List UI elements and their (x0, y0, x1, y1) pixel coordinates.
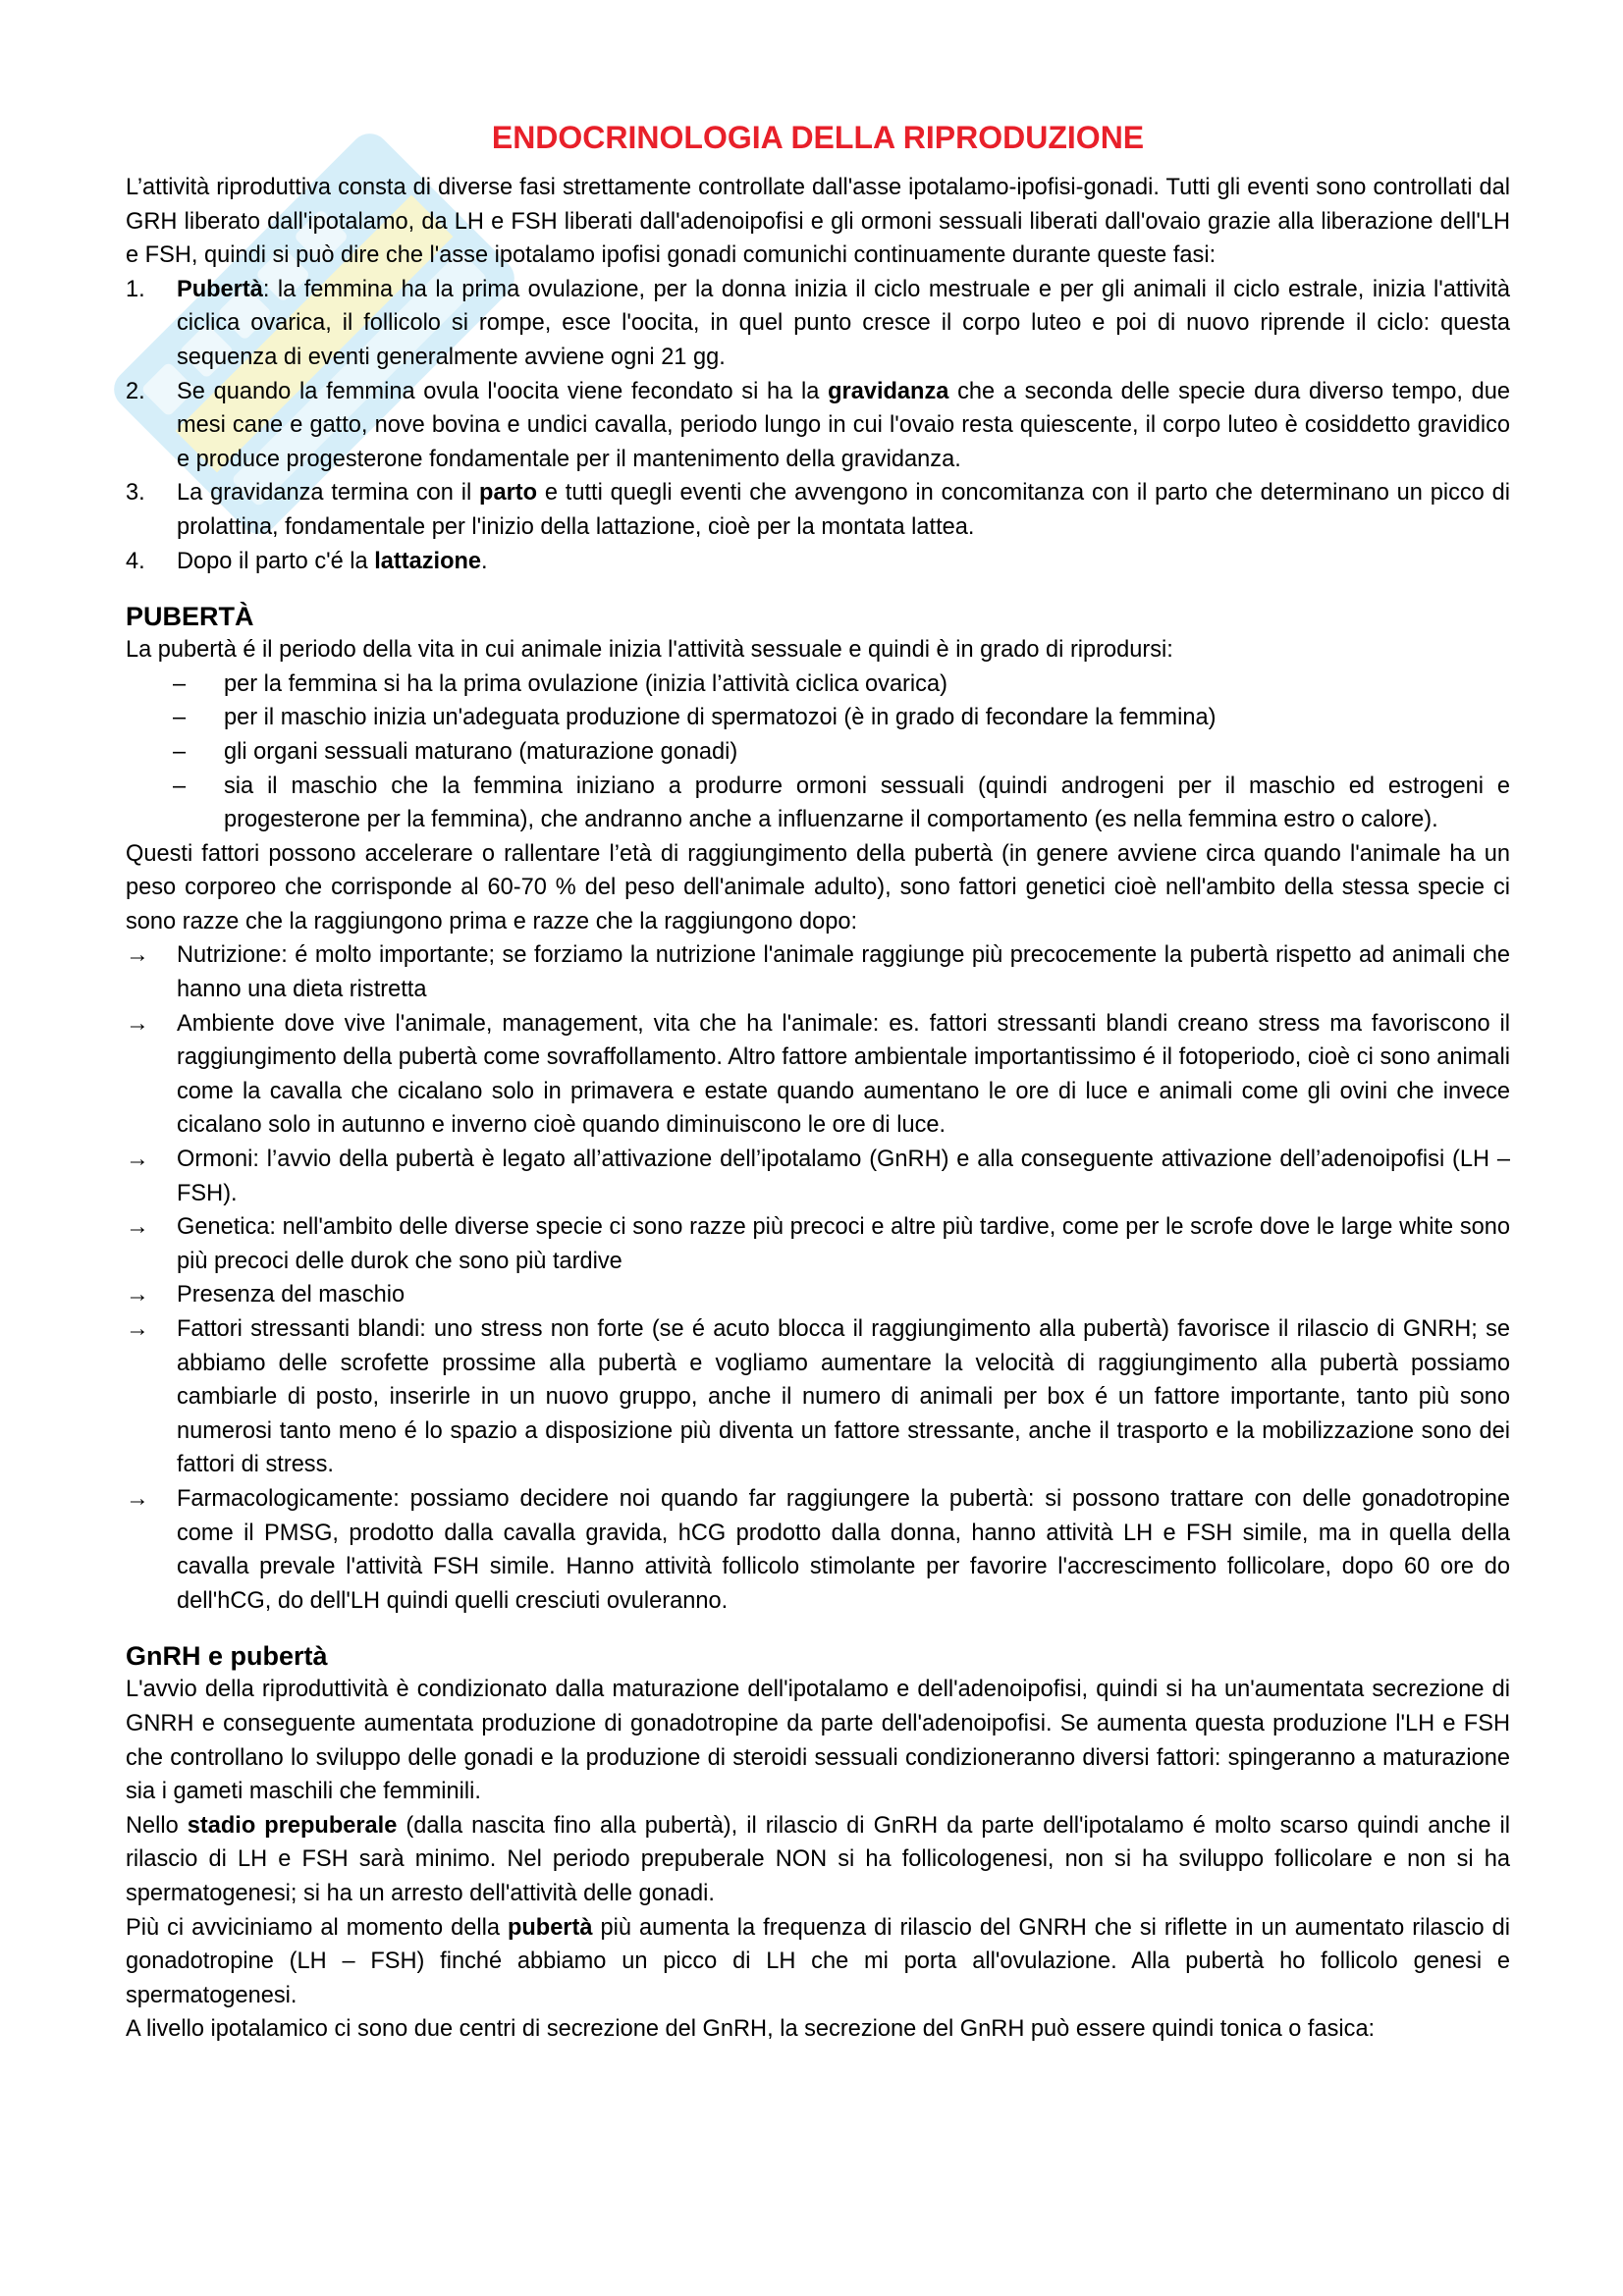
list-item: – sia il maschio che la femmina iniziano a produrre ormoni sessuali (quindi androgeni per il maschio ed estrogeni e progesterone per la femmina), che andranno anche a influenzarne il comportamento (es nella femmina estro o calore). (126, 770, 1510, 837)
dash-icon: – (173, 705, 187, 731)
factors-intro: Questi fattori possono accelerare o rallentare l’età di raggiungimento della pubertà (in genere avviene circa quando l'animale ha un peso corporeo che corrisponde al 60-70 % del peso dell'animale adulto), sono fattori genetici cioè nell'ambito della stessa specie ci sono razze che la raggiungono prima e razze che la raggiungono dopo: (126, 840, 1510, 934)
dash-icon: – (173, 670, 187, 697)
gnrh-paragraph-2: Nello stadio prepuberale (dalla nascita fino alla pubertà), il rilascio di GnRH da parte dell'ipotalamo é molto scarso quindi anche il rilascio di LH e FSH sarà minimo. Nel periodo prepuberale NON si ha follicologenesi, non si ha sviluppo follicolare e non si ha spermatogenesi; si ha un arresto dell'attività delle gonadi. (126, 1812, 1510, 1906)
item-number: 3. (126, 480, 145, 507)
list-item: 1. Pubertà: la femmina ha la prima ovulazione, per la donna inizia il ciclo mestruale e per gli animali il ciclo estrale, inizia l'attività ciclica ovarica, il follicolo si rompe, esce l'oocita, in quel punto cresce il corpo luteo e poi di nuovo riprende il ciclo: questa sequenza di eventi generalmente avviene ogni 21 gg. (126, 273, 1510, 375)
list-item: – gli organi sessuali maturano (maturazione gonadi) (126, 735, 1510, 770)
page-title: ENDOCRINOLOGIA DELLA RIPRODUZIONE (491, 120, 1145, 155)
gnrh-paragraph-3: Più ci avviciniamo al momento della pubertà più aumenta la frequenza di rilascio del GNRH che si riflette in un aumentato rilascio di gonadotropine (LH – FSH) finché abbiamo un picco di LH che mi porta all'ovulazione. Alla pubertà ho follicolo genesi e spermatogenesi. (126, 1914, 1510, 2008)
arrow-right-icon: → (126, 1282, 149, 1308)
puberty-list (126, 667, 1510, 837)
section-heading-gnrh: GnRH e pubertà (126, 1641, 328, 1672)
list-item: → Fattori stressanti blandi: uno stress non forte (se é acuto blocca il raggiungimento alla pubertà) favorisce il rilascio di GNRH; se abbiamo delle scrofette prossime alla pubertà e vogliamo aumentare la velocità di raggiungimento alla pubertà possiamo cambiarle di posto, inserirle in un nuovo gruppo, anche il numero di animali per box é un fattore importante, tanto più sono numerosi tanto meno é lo spazio a disposizione più diventa un fattore stressante, anche il trasporto e la mobilizzazione sono dei fattori di stress. (126, 1312, 1510, 1482)
list-item: 4. Dopo il parto c'é la lattazione. (126, 545, 1510, 579)
arrow-right-icon: → (126, 1010, 149, 1037)
item-number: 1. (126, 276, 145, 302)
arrow-right-icon: → (126, 1214, 149, 1241)
factors-list (126, 938, 1510, 1618)
puberty-intro: La pubertà é il periodo della vita in cui animale inizia l'attività sessuale e quindi è in grado di riprodursi: (126, 637, 1173, 664)
list-item: → Ambiente dove vive l'animale, management, vita che ha l'animale: es. fattori stressanti blandi creano stress ma favoriscono il raggiungimento della pubertà come sovraffollamento. Altro fattore ambientale importantissimo é il fotoperiodo, cioè ci sono animali come la cavalla che cicalano solo in primavera e estate quando aumentano le ore di luce e animali come gli ovini che invece cicalano solo in autunno e inverno cioè quando diminuiscono le ore di luce. (126, 1007, 1510, 1143)
item-number: 2. (126, 378, 145, 404)
list-item: 2. Se quando la femmina ovula l'oocita viene fecondato si ha la gravidanza che a seconda delle specie dura diverso tempo, due mesi cane e gatto, nove bovina e undici cavalla, periodo lungo in cui l'ovaio resta quiescente, il corpo luteo è cosiddetto gravidico e produce progesterone fondamentale per il mantenimento della gravidanza. (126, 375, 1510, 477)
dash-icon: – (173, 773, 187, 799)
phases-list (126, 273, 1510, 578)
list-item: 3. La gravidanza termina con il parto e tutti quegli eventi che avvengono in concomitanza con il parto che determinano un picco di prolattina, fondamentale per l'inizio della lattazione, cioè per la montata lattea. (126, 476, 1510, 544)
gnrh-paragraph-1: L'avvio della riproduttività è condizionato dalla maturazione dell'ipotalamo e dell'adenoipofisi, quindi si ha un'aumentata secrezione di GNRH e conseguente aumentata produzione di gonadotropine da parte dell'adenoipofisi. Se aumenta questa produzione l'LH e FSH che controllano lo sviluppo delle gonadi e la produzione di steroidi sessuali condizioneranno diversi fattori: spingeranno a maturazione sia i gameti maschili che femminili. (126, 1677, 1510, 1805)
section-heading-puberty: PUBERTÀ (126, 602, 254, 632)
intro-paragraph: L’attività riproduttiva consta di diverse fasi strettamente controllate dall'asse ipotalamo-ipofisi-gonadi. Tutti gli eventi sono controllati dal GRH liberato dall'ipotalamo, da LH e FSH liberati dall'adenoipofisi e gli ormoni sessuali liberati dall'ovaio grazie alla liberazione dell'LH e FSH, quindi si può dire che l'asse ipotalamo ipofisi gonadi comunichi continuamente durante queste fasi: (126, 175, 1510, 269)
list-item: – per la femmina si ha la prima ovulazione (inizia l’attività ciclica ovarica) (126, 667, 1510, 702)
list-item: → Nutrizione: é molto importante; se forziamo la nutrizione l'animale raggiunge più precocemente la pubertà rispetto ad animali che hanno una dieta ristretta (126, 938, 1510, 1006)
item-number: 4. (126, 548, 145, 574)
list-item: → Presenza del maschio (126, 1278, 1510, 1312)
list-item: → Genetica: nell'ambito delle diverse specie ci sono razze più precoci e altre più tardive, come per le scrofe dove le large white sono più precoci delle durok che sono più tardive (126, 1210, 1510, 1278)
arrow-right-icon: → (126, 1316, 149, 1342)
list-item: – per il maschio inizia un'adeguata produzione di spermatozoi (è in grado di fecondare la femmina) (126, 701, 1510, 735)
gnrh-paragraph-4: A livello ipotalamico ci sono due centri di secrezione del GnRH, la secrezione del GnRH può essere quindi tonica o fasica: (126, 2016, 1376, 2043)
arrow-right-icon: → (126, 942, 149, 969)
dash-icon: – (173, 738, 187, 765)
list-item: → Ormoni: l’avvio della pubertà è legato all’attivazione dell’ipotalamo (GnRH) e alla conseguente attivazione dell’adenoipofisi (LH – FSH). (126, 1143, 1510, 1210)
arrow-right-icon: → (126, 1485, 149, 1512)
list-item: → Farmacologicamente: possiamo decidere noi quando far raggiungere la pubertà: si possono trattare con delle gonadotropine come il PMSG, prodotto dalla cavalla gravida, hCG prodotto dalla donna, hanno attività LH e FSH simile, ma in quella della cavalla prevale l'attività FSH simile. Hanno attività follicolo stimolante per favorire l'accrescimento follicolare, dopo 60 ore do dell'hCG, do dell'LH quindi quelli cresciuti ovuleranno. (126, 1482, 1510, 1618)
document-content (126, 118, 1510, 2047)
arrow-right-icon: → (126, 1147, 149, 1173)
